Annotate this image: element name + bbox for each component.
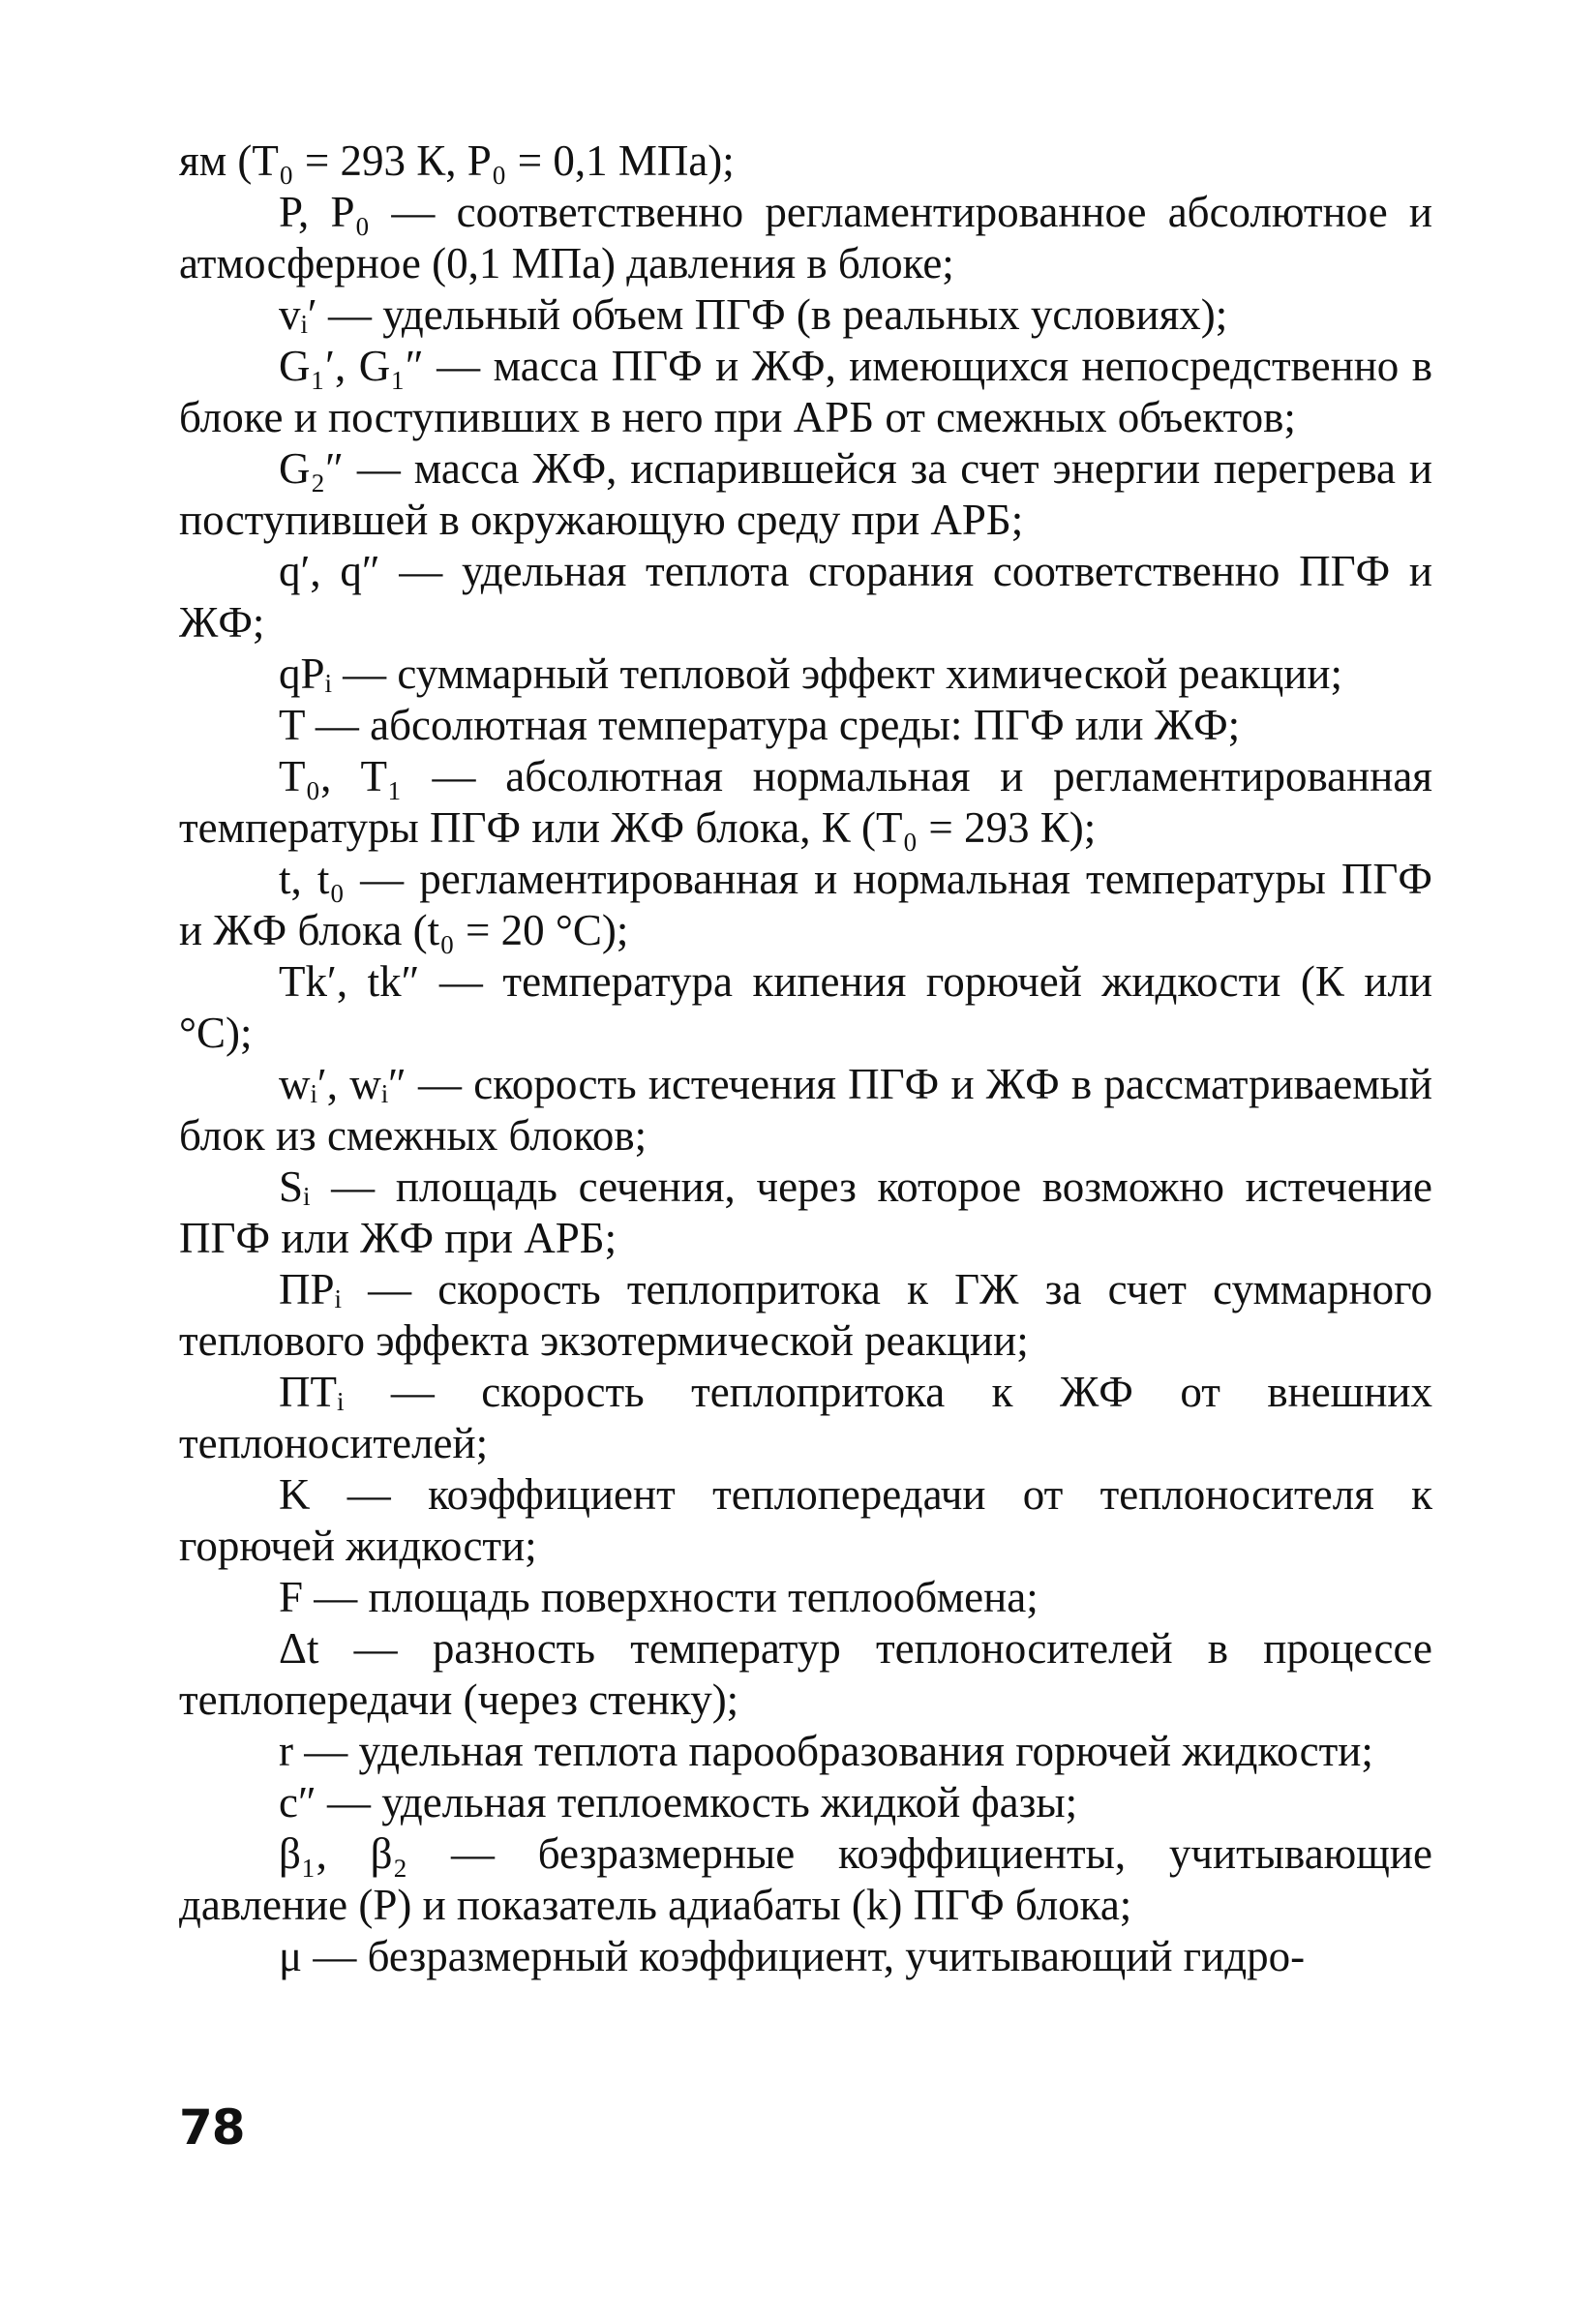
paragraph-8: T — абсолютная температура среды: ПГФ или ЖФ;: [279, 701, 1241, 749]
paragraph-4: G₁′, G₁″ — масса ПГФ и ЖФ, имеющихся непосредственно в блоке и поступивших в него при АРБ от смежных объектов;: [179, 342, 1432, 441]
paragraph-19: r — удельная теплота парообразования горючей жидкости;: [279, 1727, 1373, 1775]
paragraph-11: Tk′, tk″ — температура кипения горючей жидкости (К или °С);: [179, 957, 1432, 1057]
paragraph-9: T₀, T₁ — абсолютная нормальная и регламентированная температуры ПГФ или ЖФ блока, К (T₀ = 293 К);: [179, 752, 1432, 852]
body-text: [179, 136, 1432, 1982]
paragraph-22: μ — безразмерный коэффициент, учитывающий гидро-: [279, 1932, 1306, 1980]
paragraph-1: ям (T₀ = 293 К, P₀ = 0,1 МПа);: [179, 136, 735, 185]
page-number: 78: [179, 2099, 245, 2156]
paragraph-17: F — площадь поверхности теплообмена;: [279, 1573, 1039, 1621]
paragraph-13: Sᵢ — площадь сечения, через которое возможно истечение ПГФ или ЖФ при АРБ;: [179, 1162, 1432, 1262]
paragraph-18: Δt — разность температур теплоносителей в процессе теплопередачи (через стенку);: [179, 1624, 1432, 1724]
paragraph-15: ПTᵢ — скорость теплопритока к ЖФ от внешних теплоносителей;: [179, 1368, 1432, 1467]
paragraph-3: vᵢ′ — удельный объем ПГФ (в реальных условиях);: [279, 290, 1228, 339]
paragraph-20: c″ — удельная теплоемкость жидкой фазы;: [279, 1778, 1078, 1826]
paragraph-5: G₂″ — масса ЖФ, испарившейся за счет энергии перегрева и поступившей в окружающую среду при АРБ;: [179, 444, 1432, 544]
paragraph-16: K — коэффициент теплопередачи от теплоносителя к горючей жидкости;: [179, 1470, 1432, 1570]
paragraph-2: P, P₀ — соответственно регламентированное абсолютное и атмосферное (0,1 МПа) давления в блоке;: [179, 188, 1432, 287]
paragraph-14: ПPᵢ — скорость теплопритока к ГЖ за счет суммарного теплового эффекта экзотермической реакции;: [179, 1265, 1432, 1365]
paragraph-10: t, t₀ — регламентированная и нормальная температуры ПГФ и ЖФ блока (t₀ = 20 °С);: [179, 855, 1432, 954]
paragraph-6: q′, q″ — удельная теплота сгорания соответственно ПГФ и ЖФ;: [179, 547, 1432, 647]
paragraph-7: qPᵢ — суммарный тепловой эффект химической реакции;: [279, 649, 1343, 698]
paragraph-21: β₁, β₂ — безразмерные коэффициенты, учитывающие давление (P) и показатель адиабаты (k) ПГФ блока;: [179, 1829, 1432, 1929]
paragraph-12: wᵢ′, wᵢ″ — скорость истечения ПГФ и ЖФ в рассматриваемый блок из смежных блоков;: [179, 1060, 1432, 1160]
